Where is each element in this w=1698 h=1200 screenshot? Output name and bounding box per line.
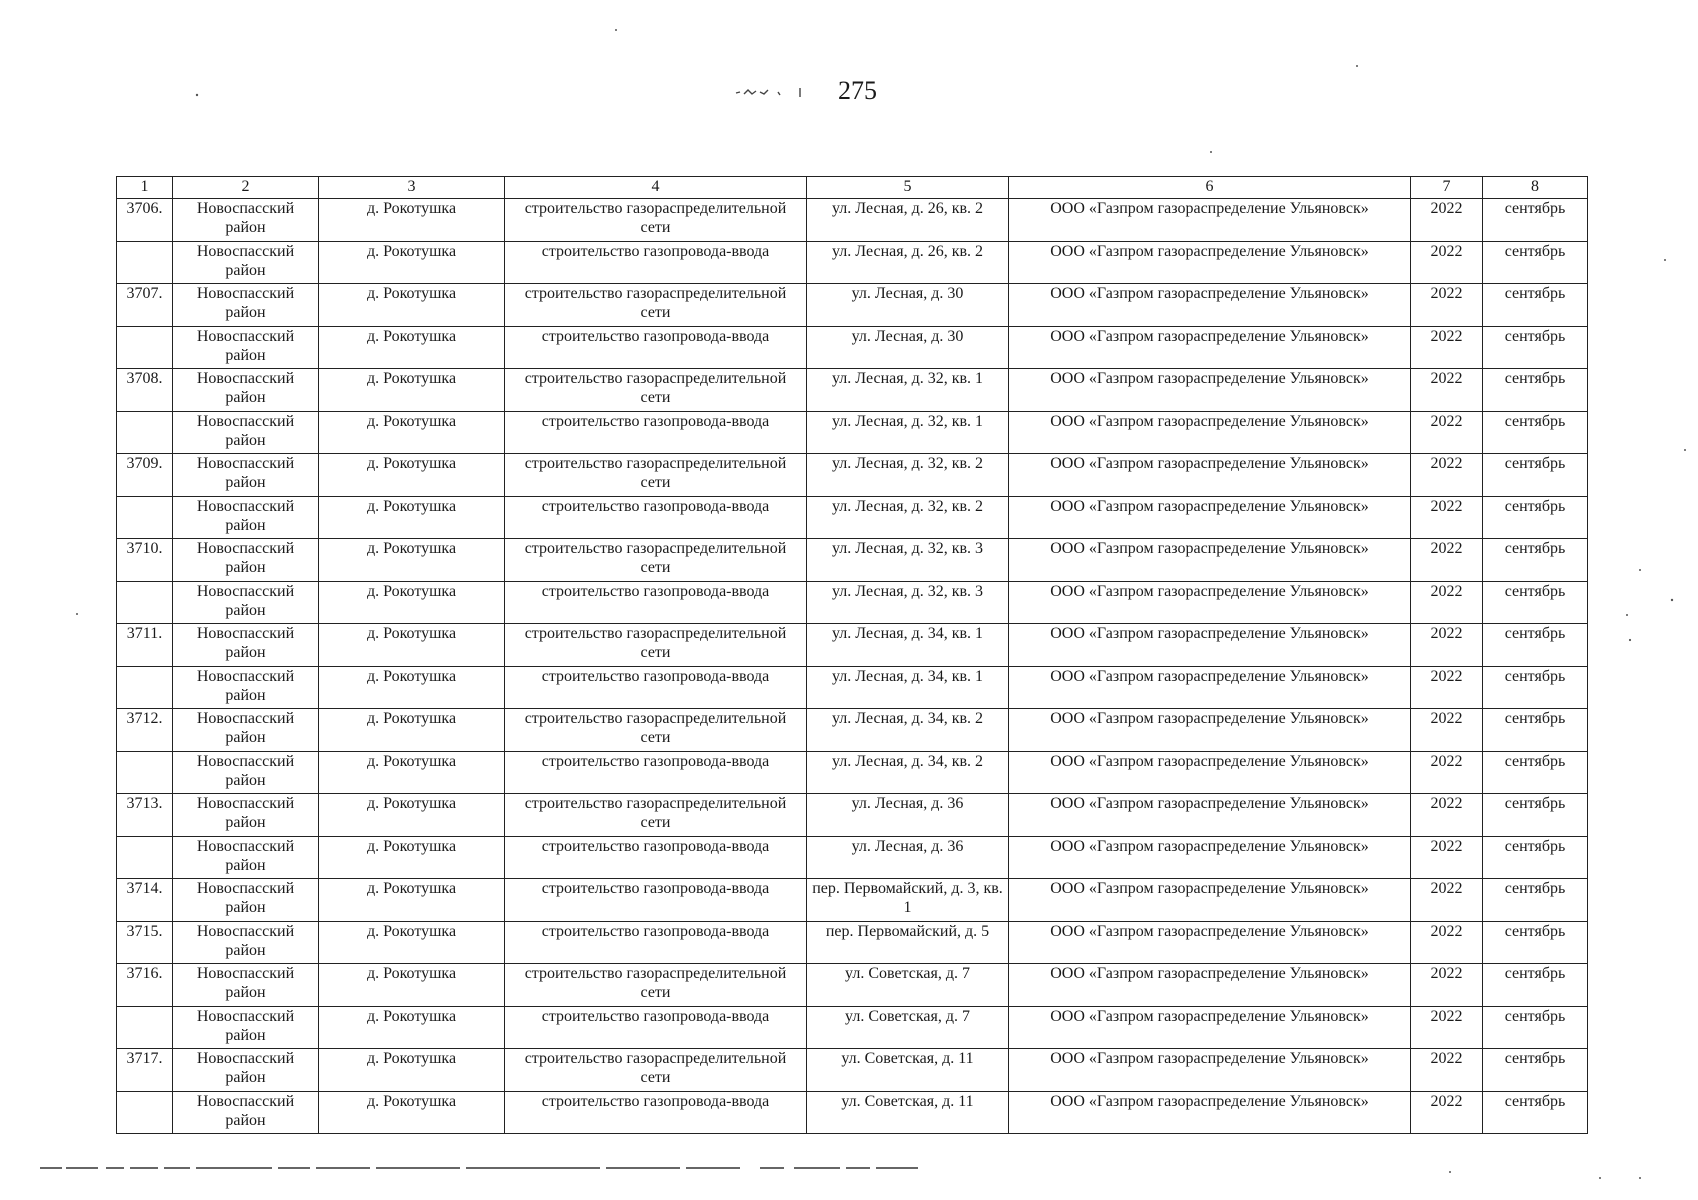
work-type-cell: строительство газопровода-ввода xyxy=(505,667,807,709)
table-body xyxy=(117,199,1588,1134)
row-number-cell: 3711. xyxy=(117,624,173,667)
district-cell: Новоспасский район xyxy=(173,199,319,242)
village-cell: д. Рокотушка xyxy=(319,284,505,327)
table-row xyxy=(117,369,1588,412)
column-header: 3 xyxy=(319,177,505,199)
address-cell: ул. Советская, д. 7 xyxy=(807,964,1009,1007)
organization-cell: ООО «Газпром газораспределение Ульяновск» xyxy=(1009,199,1411,242)
year-cell: 2022 xyxy=(1411,327,1483,369)
column-header: 6 xyxy=(1009,177,1411,199)
village-cell: д. Рокотушка xyxy=(319,454,505,497)
year-cell: 2022 xyxy=(1411,837,1483,879)
organization-cell: ООО «Газпром газораспределение Ульяновск» xyxy=(1009,454,1411,497)
year-cell: 2022 xyxy=(1411,964,1483,1007)
organization-cell: ООО «Газпром газораспределение Ульяновск» xyxy=(1009,794,1411,837)
organization-cell: ООО «Газпром газораспределение Ульяновск» xyxy=(1009,412,1411,454)
table-row xyxy=(117,752,1588,794)
table-row xyxy=(117,199,1588,242)
work-type-cell: строительство газопровода-ввода xyxy=(505,752,807,794)
district-cell: Новоспасский район xyxy=(173,327,319,369)
district-cell: Новоспасский район xyxy=(173,624,319,667)
table-row xyxy=(117,837,1588,879)
year-cell: 2022 xyxy=(1411,539,1483,582)
year-cell: 2022 xyxy=(1411,454,1483,497)
year-cell: 2022 xyxy=(1411,624,1483,667)
row-number-cell xyxy=(117,412,173,454)
village-cell: д. Рокотушка xyxy=(319,497,505,539)
month-cell: сентябрь xyxy=(1483,837,1588,879)
table-row xyxy=(117,879,1588,922)
month-cell: сентябрь xyxy=(1483,964,1588,1007)
year-cell: 2022 xyxy=(1411,582,1483,624)
year-cell: 2022 xyxy=(1411,752,1483,794)
district-cell: Новоспасский район xyxy=(173,454,319,497)
row-number-cell: 3708. xyxy=(117,369,173,412)
table-row xyxy=(117,242,1588,284)
table-row xyxy=(117,1049,1588,1092)
work-type-cell: строительство газопровода-ввода xyxy=(505,327,807,369)
month-cell: сентябрь xyxy=(1483,1007,1588,1049)
work-type-cell: строительство газораспределительной сети xyxy=(505,284,807,327)
district-cell: Новоспасский район xyxy=(173,964,319,1007)
work-type-cell: строительство газопровода-ввода xyxy=(505,1007,807,1049)
table-row xyxy=(117,327,1588,369)
column-header: 8 xyxy=(1483,177,1588,199)
table-row xyxy=(117,539,1588,582)
village-cell: д. Рокотушка xyxy=(319,667,505,709)
year-cell: 2022 xyxy=(1411,242,1483,284)
month-cell: сентябрь xyxy=(1483,539,1588,582)
organization-cell: ООО «Газпром газораспределение Ульяновск» xyxy=(1009,837,1411,879)
year-cell: 2022 xyxy=(1411,412,1483,454)
row-number-cell: 3706. xyxy=(117,199,173,242)
work-type-cell: строительство газопровода-ввода xyxy=(505,412,807,454)
organization-cell: ООО «Газпром газораспределение Ульяновск» xyxy=(1009,497,1411,539)
organization-cell: ООО «Газпром газораспределение Ульяновск» xyxy=(1009,667,1411,709)
organization-cell: ООО «Газпром газораспределение Ульяновск» xyxy=(1009,624,1411,667)
month-cell: сентябрь xyxy=(1483,497,1588,539)
work-type-cell: строительство газопровода-ввода xyxy=(505,922,807,964)
address-cell: ул. Лесная, д. 34, кв. 1 xyxy=(807,667,1009,709)
work-type-cell: строительство газораспределительной сети xyxy=(505,624,807,667)
work-type-cell: строительство газопровода-ввода xyxy=(505,582,807,624)
district-cell: Новоспасский район xyxy=(173,794,319,837)
month-cell: сентябрь xyxy=(1483,369,1588,412)
address-cell: ул. Лесная, д. 32, кв. 2 xyxy=(807,454,1009,497)
row-number-cell xyxy=(117,1092,173,1134)
work-type-cell: строительство газораспределительной сети xyxy=(505,709,807,752)
address-cell: ул. Лесная, д. 32, кв. 3 xyxy=(807,582,1009,624)
table-row xyxy=(117,624,1588,667)
table-row xyxy=(117,922,1588,964)
organization-cell: ООО «Газпром газораспределение Ульяновск» xyxy=(1009,752,1411,794)
year-cell: 2022 xyxy=(1411,1049,1483,1092)
column-header: 1 xyxy=(117,177,173,199)
village-cell: д. Рокотушка xyxy=(319,1049,505,1092)
district-cell: Новоспасский район xyxy=(173,539,319,582)
district-cell: Новоспасский район xyxy=(173,412,319,454)
row-number-cell xyxy=(117,667,173,709)
address-cell: ул. Лесная, д. 30 xyxy=(807,284,1009,327)
row-number-cell xyxy=(117,497,173,539)
month-cell: сентябрь xyxy=(1483,667,1588,709)
work-type-cell: строительство газораспределительной сети xyxy=(505,199,807,242)
district-cell: Новоспасский район xyxy=(173,709,319,752)
district-cell: Новоспасский район xyxy=(173,284,319,327)
organization-cell: ООО «Газпром газораспределение Ульяновск» xyxy=(1009,964,1411,1007)
year-cell: 2022 xyxy=(1411,1007,1483,1049)
work-type-cell: строительство газораспределительной сети xyxy=(505,454,807,497)
year-cell: 2022 xyxy=(1411,1092,1483,1134)
row-number-cell: 3709. xyxy=(117,454,173,497)
village-cell: д. Рокотушка xyxy=(319,964,505,1007)
address-cell: ул. Советская, д. 7 xyxy=(807,1007,1009,1049)
year-cell: 2022 xyxy=(1411,922,1483,964)
address-cell: ул. Советская, д. 11 xyxy=(807,1092,1009,1134)
address-cell: ул. Лесная, д. 34, кв. 2 xyxy=(807,709,1009,752)
village-cell: д. Рокотушка xyxy=(319,539,505,582)
row-number-cell xyxy=(117,327,173,369)
work-type-cell: строительство газопровода-ввода xyxy=(505,879,807,922)
month-cell: сентябрь xyxy=(1483,242,1588,284)
row-number-cell: 3710. xyxy=(117,539,173,582)
row-number-cell: 3713. xyxy=(117,794,173,837)
year-cell: 2022 xyxy=(1411,369,1483,412)
organization-cell: ООО «Газпром газораспределение Ульяновск» xyxy=(1009,582,1411,624)
header-row xyxy=(117,177,1588,199)
address-cell: ул. Советская, д. 11 xyxy=(807,1049,1009,1092)
district-cell: Новоспасский район xyxy=(173,752,319,794)
row-number-cell: 3714. xyxy=(117,879,173,922)
village-cell: д. Рокотушка xyxy=(319,412,505,454)
village-cell: д. Рокотушка xyxy=(319,1092,505,1134)
organization-cell: ООО «Газпром газораспределение Ульяновск» xyxy=(1009,284,1411,327)
month-cell: сентябрь xyxy=(1483,1092,1588,1134)
column-header: 2 xyxy=(173,177,319,199)
year-cell: 2022 xyxy=(1411,709,1483,752)
village-cell: д. Рокотушка xyxy=(319,879,505,922)
village-cell: д. Рокотушка xyxy=(319,752,505,794)
row-number-cell xyxy=(117,837,173,879)
village-cell: д. Рокотушка xyxy=(319,922,505,964)
district-cell: Новоспасский район xyxy=(173,879,319,922)
village-cell: д. Рокотушка xyxy=(319,794,505,837)
organization-cell: ООО «Газпром газораспределение Ульяновск» xyxy=(1009,1007,1411,1049)
row-number-cell: 3717. xyxy=(117,1049,173,1092)
month-cell: сентябрь xyxy=(1483,624,1588,667)
table-row xyxy=(117,497,1588,539)
district-cell: Новоспасский район xyxy=(173,582,319,624)
district-cell: Новоспасский район xyxy=(173,1092,319,1134)
register-table xyxy=(116,176,1588,1134)
month-cell: сентябрь xyxy=(1483,752,1588,794)
work-type-cell: строительство газопровода-ввода xyxy=(505,1092,807,1134)
district-cell: Новоспасский район xyxy=(173,667,319,709)
village-cell: д. Рокотушка xyxy=(319,242,505,284)
district-cell: Новоспасский район xyxy=(173,1049,319,1092)
organization-cell: ООО «Газпром газораспределение Ульяновск» xyxy=(1009,922,1411,964)
work-type-cell: строительство газораспределительной сети xyxy=(505,369,807,412)
table-row xyxy=(117,709,1588,752)
row-number-cell: 3707. xyxy=(117,284,173,327)
district-cell: Новоспасский район xyxy=(173,242,319,284)
address-cell: пер. Первомайский, д. 5 xyxy=(807,922,1009,964)
month-cell: сентябрь xyxy=(1483,794,1588,837)
table-row xyxy=(117,1007,1588,1049)
address-cell: ул. Лесная, д. 32, кв. 1 xyxy=(807,412,1009,454)
month-cell: сентябрь xyxy=(1483,284,1588,327)
year-cell: 2022 xyxy=(1411,794,1483,837)
table-row xyxy=(117,582,1588,624)
organization-cell: ООО «Газпром газораспределение Ульяновск» xyxy=(1009,242,1411,284)
village-cell: д. Рокотушка xyxy=(319,709,505,752)
work-type-cell: строительство газораспределительной сети xyxy=(505,539,807,582)
work-type-cell: строительство газопровода-ввода xyxy=(505,242,807,284)
organization-cell: ООО «Газпром газораспределение Ульяновск» xyxy=(1009,539,1411,582)
column-header: 5 xyxy=(807,177,1009,199)
month-cell: сентябрь xyxy=(1483,582,1588,624)
year-cell: 2022 xyxy=(1411,667,1483,709)
district-cell: Новоспасский район xyxy=(173,1007,319,1049)
month-cell: сентябрь xyxy=(1483,879,1588,922)
table-row xyxy=(117,412,1588,454)
address-cell: ул. Лесная, д. 34, кв. 2 xyxy=(807,752,1009,794)
work-type-cell: строительство газораспределительной сети xyxy=(505,964,807,1007)
year-cell: 2022 xyxy=(1411,879,1483,922)
organization-cell: ООО «Газпром газораспределение Ульяновск» xyxy=(1009,1049,1411,1092)
village-cell: д. Рокотушка xyxy=(319,1007,505,1049)
month-cell: сентябрь xyxy=(1483,199,1588,242)
work-type-cell: строительство газораспределительной сети xyxy=(505,1049,807,1092)
address-cell: ул. Лесная, д. 32, кв. 3 xyxy=(807,539,1009,582)
organization-cell: ООО «Газпром газораспределение Ульяновск» xyxy=(1009,709,1411,752)
scan-edge-line xyxy=(40,1165,920,1171)
village-cell: д. Рокотушка xyxy=(319,369,505,412)
column-header: 4 xyxy=(505,177,807,199)
district-cell: Новоспасский район xyxy=(173,497,319,539)
village-cell: д. Рокотушка xyxy=(319,327,505,369)
address-cell: ул. Лесная, д. 26, кв. 2 xyxy=(807,199,1009,242)
year-cell: 2022 xyxy=(1411,284,1483,327)
year-cell: 2022 xyxy=(1411,497,1483,539)
row-number-cell: 3716. xyxy=(117,964,173,1007)
village-cell: д. Рокотушка xyxy=(319,582,505,624)
work-type-cell: строительство газопровода-ввода xyxy=(505,837,807,879)
month-cell: сентябрь xyxy=(1483,412,1588,454)
work-type-cell: строительство газопровода-ввода xyxy=(505,497,807,539)
address-cell: ул. Лесная, д. 34, кв. 1 xyxy=(807,624,1009,667)
address-cell: ул. Лесная, д. 30 xyxy=(807,327,1009,369)
address-cell: ул. Лесная, д. 32, кв. 2 xyxy=(807,497,1009,539)
village-cell: д. Рокотушка xyxy=(319,624,505,667)
row-number-cell: 3715. xyxy=(117,922,173,964)
address-cell: пер. Первомайский, д. 3, кв. 1 xyxy=(807,879,1009,922)
table-row xyxy=(117,794,1588,837)
table-row xyxy=(117,454,1588,497)
row-number-cell xyxy=(117,752,173,794)
month-cell: сентябрь xyxy=(1483,327,1588,369)
page-number: 275 xyxy=(838,76,877,105)
row-number-cell xyxy=(117,242,173,284)
month-cell: сентябрь xyxy=(1483,454,1588,497)
scan-smudge xyxy=(734,86,808,98)
year-cell: 2022 xyxy=(1411,199,1483,242)
address-cell: ул. Лесная, д. 32, кв. 1 xyxy=(807,369,1009,412)
village-cell: д. Рокотушка xyxy=(319,837,505,879)
month-cell: сентябрь xyxy=(1483,1049,1588,1092)
table-row xyxy=(117,1092,1588,1134)
village-cell: д. Рокотушка xyxy=(319,199,505,242)
organization-cell: ООО «Газпром газораспределение Ульяновск» xyxy=(1009,369,1411,412)
column-header: 7 xyxy=(1411,177,1483,199)
district-cell: Новоспасский район xyxy=(173,922,319,964)
organization-cell: ООО «Газпром газораспределение Ульяновск» xyxy=(1009,879,1411,922)
district-cell: Новоспасский район xyxy=(173,369,319,412)
district-cell: Новоспасский район xyxy=(173,837,319,879)
row-number-cell: 3712. xyxy=(117,709,173,752)
month-cell: сентябрь xyxy=(1483,922,1588,964)
work-type-cell: строительство газораспределительной сети xyxy=(505,794,807,837)
address-cell: ул. Лесная, д. 36 xyxy=(807,794,1009,837)
row-number-cell xyxy=(117,582,173,624)
organization-cell: ООО «Газпром газораспределение Ульяновск» xyxy=(1009,327,1411,369)
table-row xyxy=(117,964,1588,1007)
row-number-cell xyxy=(117,1007,173,1049)
table-row xyxy=(117,667,1588,709)
table-row xyxy=(117,284,1588,327)
organization-cell: ООО «Газпром газораспределение Ульяновск» xyxy=(1009,1092,1411,1134)
address-cell: ул. Лесная, д. 36 xyxy=(807,837,1009,879)
address-cell: ул. Лесная, д. 26, кв. 2 xyxy=(807,242,1009,284)
month-cell: сентябрь xyxy=(1483,709,1588,752)
